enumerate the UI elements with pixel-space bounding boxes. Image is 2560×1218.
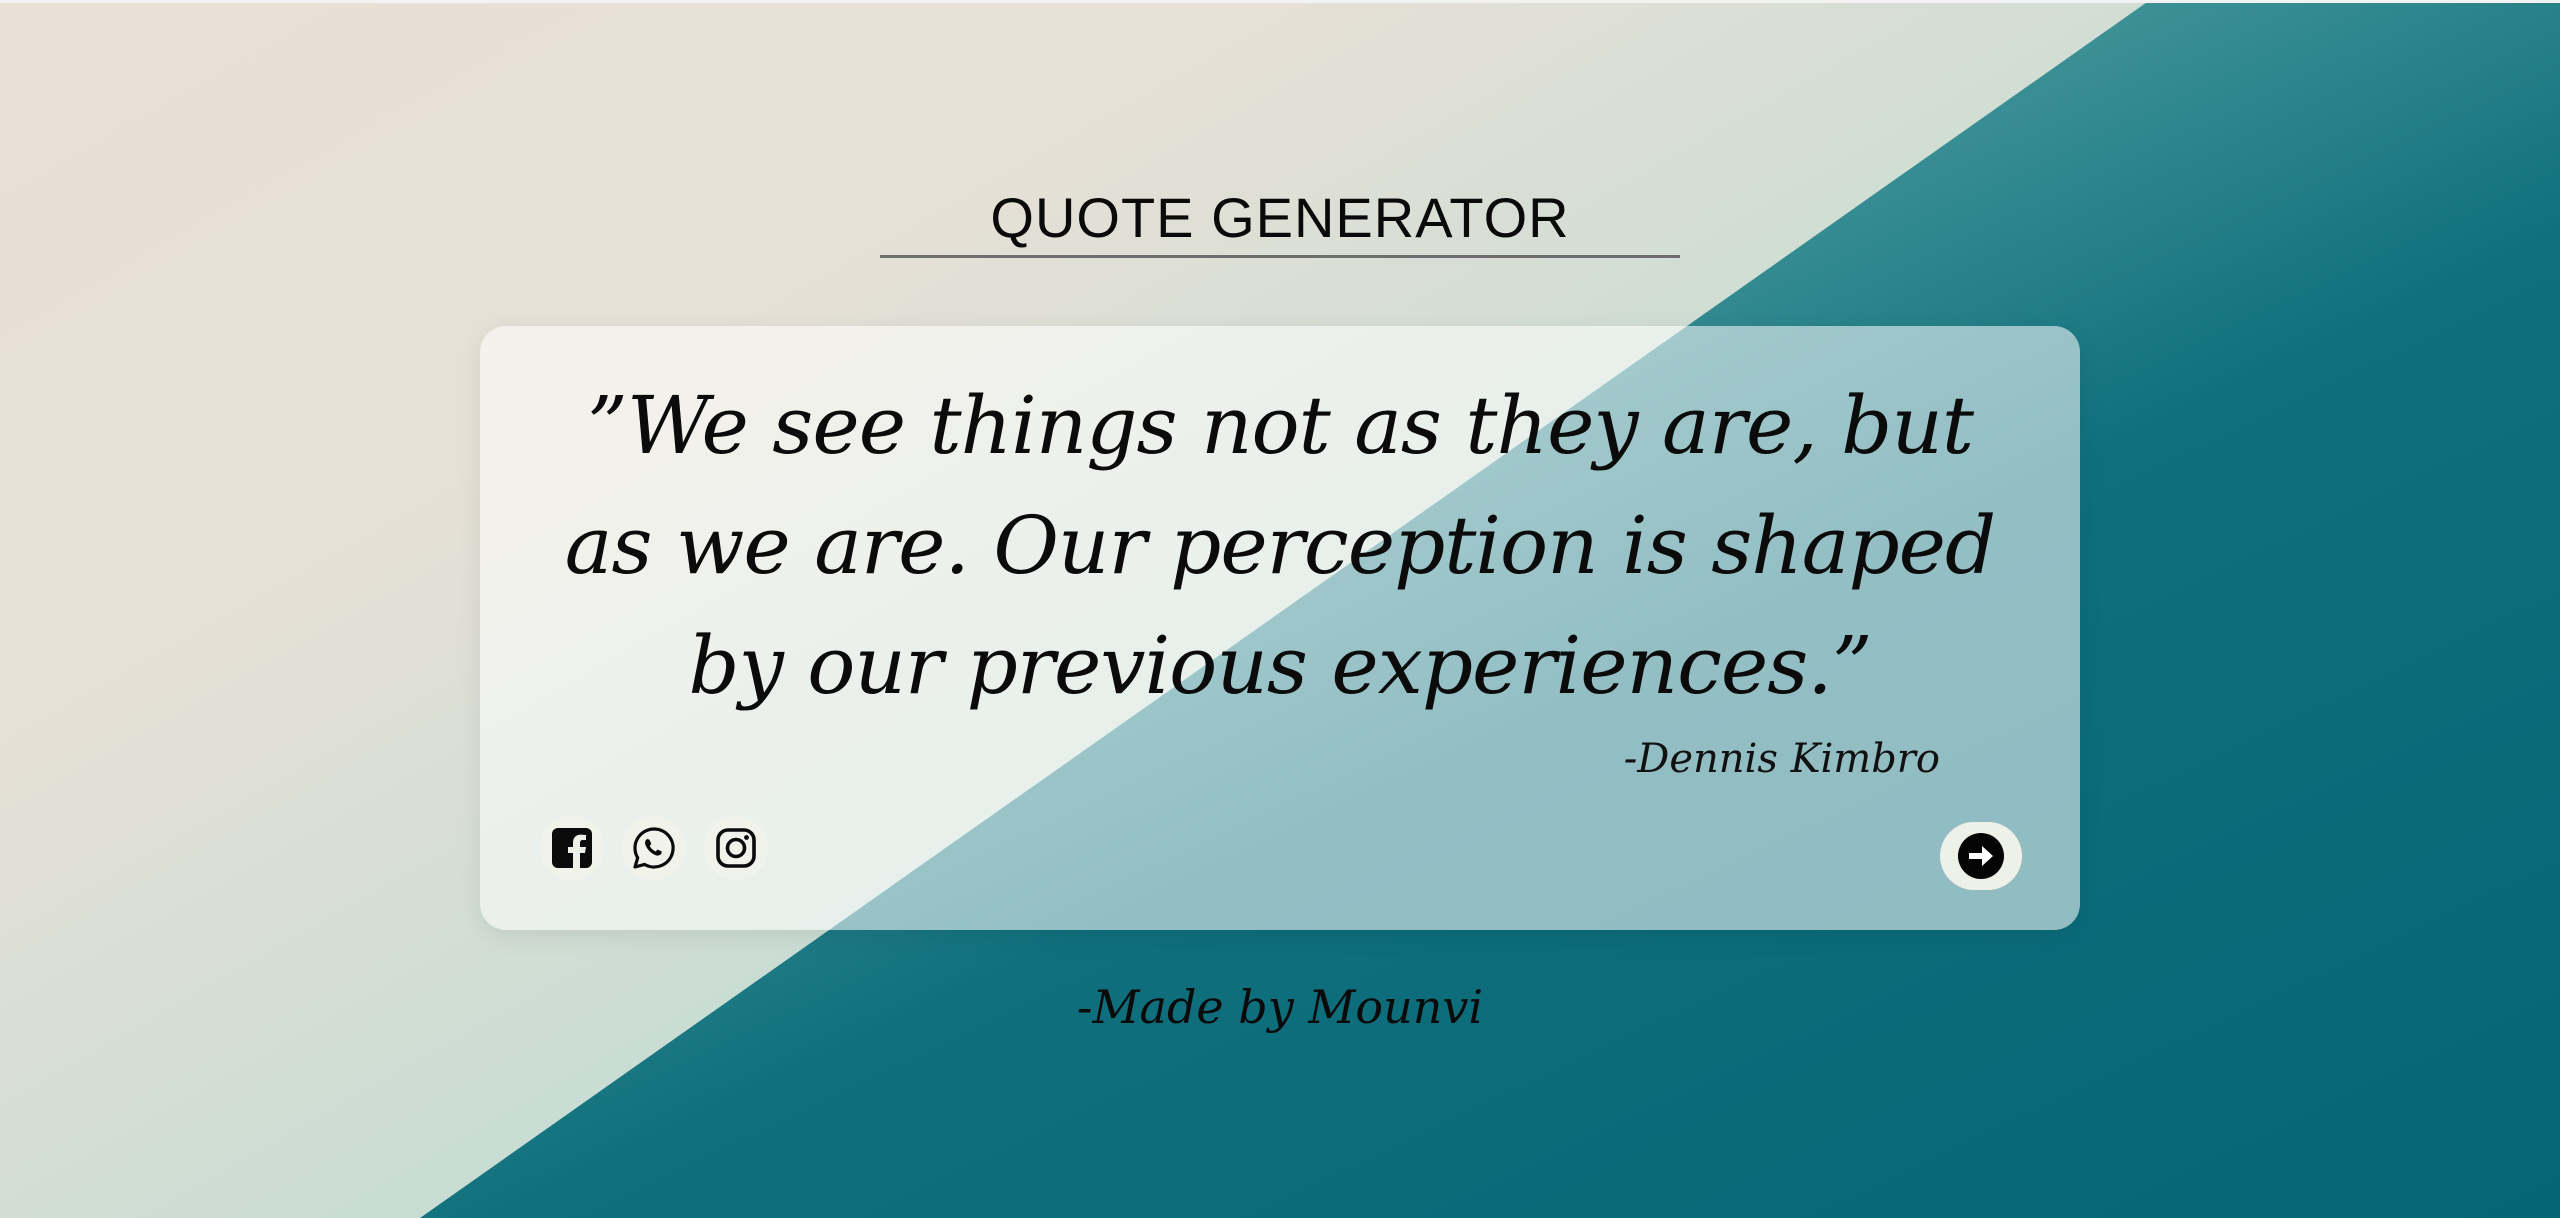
- page-title: QUOTE GENERATOR: [990, 186, 1570, 249]
- quote-text: ”We see things not as they are, but as we are. Our perception is shaped by our previous experiences.”: [564, 379, 1996, 712]
- quote-card: [480, 326, 2080, 930]
- next-quote-button[interactable]: [1940, 822, 2022, 890]
- footer-credit: -Made by Mounvi: [1076, 980, 1484, 1034]
- instagram-icon: [714, 826, 758, 870]
- facebook-icon: [550, 826, 594, 870]
- quote-author: -Dennis Kimbro: [1623, 736, 1940, 782]
- arrow-right-circle-icon: [1957, 832, 2005, 880]
- top-edge-line: [0, 0, 2560, 3]
- instagram-share-button[interactable]: [704, 816, 768, 880]
- whatsapp-share-button[interactable]: [622, 816, 686, 880]
- whatsapp-icon: [632, 826, 676, 870]
- facebook-share-button[interactable]: [540, 816, 604, 880]
- share-buttons: [540, 816, 768, 880]
- title-underline: [880, 255, 1680, 258]
